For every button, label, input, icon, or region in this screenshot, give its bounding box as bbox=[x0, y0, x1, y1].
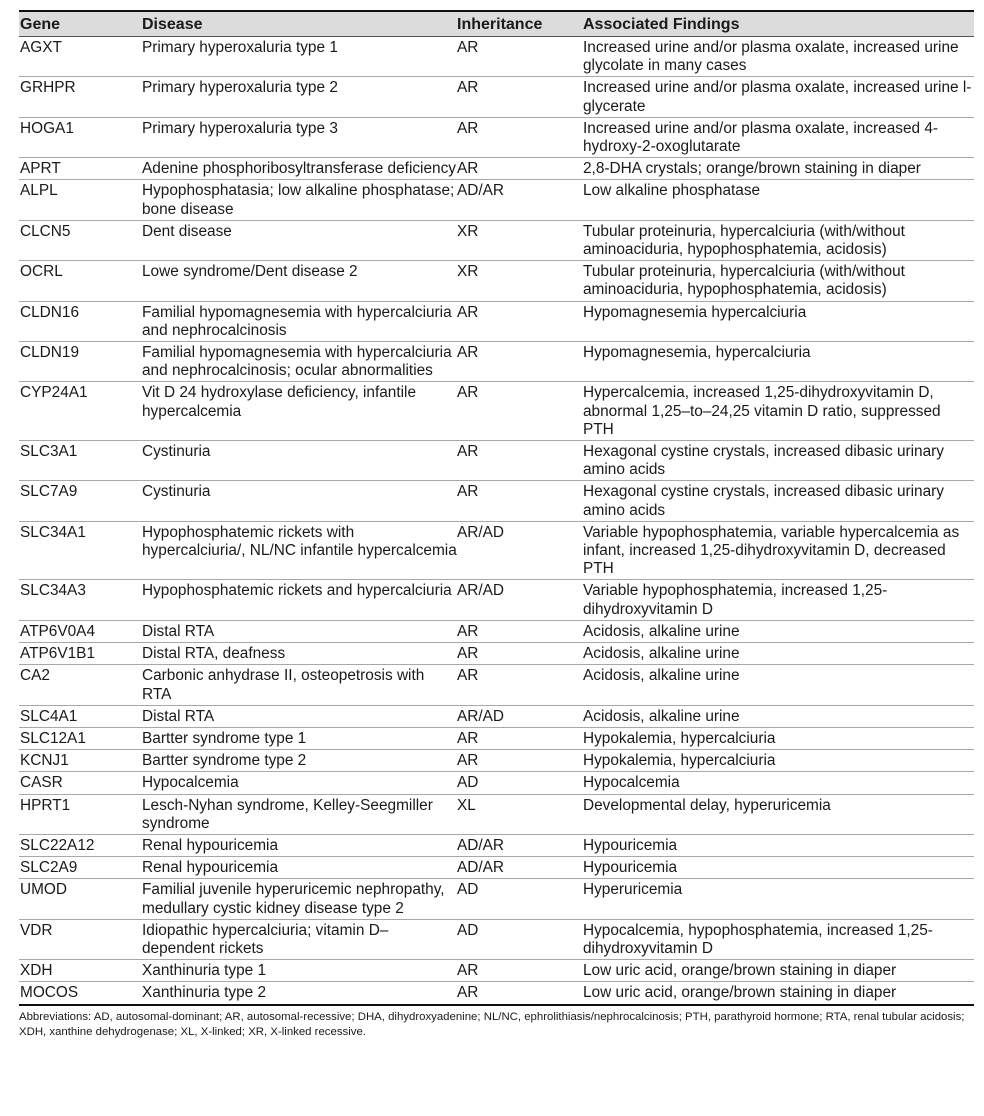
findings-cell: Low uric acid, orange/brown staining in diaper bbox=[583, 962, 897, 980]
gene-cell: HPRT1 bbox=[20, 796, 71, 814]
table-row bbox=[19, 580, 974, 620]
table-row bbox=[19, 750, 974, 772]
gene-cell: AGXT bbox=[20, 39, 62, 56]
inheritance-cell: AR bbox=[457, 443, 479, 461]
findings-cell: Hypouricemia bbox=[583, 859, 678, 877]
gene-cell: HOGA1 bbox=[20, 119, 74, 137]
gene-table bbox=[19, 10, 974, 1006]
inheritance-cell: AR bbox=[457, 752, 479, 770]
disease-cell: Bartter syndrome type 1 bbox=[142, 729, 307, 747]
inheritance-cell: AD/AR bbox=[457, 836, 505, 854]
table-row bbox=[19, 117, 974, 157]
gene-cell: CLCN5 bbox=[20, 222, 71, 240]
disease-cell: Idiopathic hypercalciuria; vitamin D–dependent rickets bbox=[142, 921, 389, 957]
gene-cell: CASR bbox=[20, 774, 63, 792]
gene-cell: VDR bbox=[20, 921, 53, 939]
findings-cell: Acidosis, alkaline urine bbox=[583, 667, 740, 685]
disease-cell: Primary hyperoxaluria type 1 bbox=[142, 39, 338, 56]
table-row bbox=[19, 382, 974, 441]
inheritance-cell: AR bbox=[457, 667, 479, 685]
inheritance-cell: AR bbox=[457, 344, 479, 362]
disease-cell: Primary hyperoxaluria type 2 bbox=[142, 79, 338, 97]
inheritance-cell: XR bbox=[457, 263, 479, 281]
disease-cell: Xanthinuria type 1 bbox=[142, 962, 267, 980]
inheritance-cell: AR bbox=[457, 39, 479, 56]
table-row bbox=[19, 834, 974, 856]
header-findings: Associated Findings bbox=[583, 16, 740, 33]
gene-table-container bbox=[19, 10, 974, 1041]
disease-cell: Bartter syndrome type 2 bbox=[142, 752, 307, 770]
disease-cell: Distal RTA bbox=[142, 707, 215, 725]
gene-cell: SLC2A9 bbox=[20, 859, 78, 877]
disease-cell: Carbonic anhydrase II, osteopetrosis with RTA bbox=[142, 667, 425, 703]
disease-cell: Lowe syndrome/Dent disease 2 bbox=[142, 263, 358, 281]
findings-cell: Hypouricemia bbox=[583, 836, 678, 854]
table-row bbox=[19, 794, 974, 834]
gene-cell: ATP6V0A4 bbox=[20, 622, 95, 640]
table-row bbox=[19, 643, 974, 665]
gene-cell: CLDN16 bbox=[20, 303, 80, 321]
inheritance-cell: AR/AD bbox=[457, 523, 505, 541]
inheritance-cell: XL bbox=[457, 796, 476, 814]
findings-cell: Hypocalcemia bbox=[583, 774, 680, 792]
inheritance-cell: AD bbox=[457, 921, 479, 939]
table-row bbox=[19, 727, 974, 749]
table-row bbox=[19, 180, 974, 220]
table-row bbox=[19, 960, 974, 982]
inheritance-cell: AR bbox=[457, 303, 479, 321]
findings-cell: Hypercalcemia, increased 1,25-dihydroxyvitamin D, abnormal 1,25–to–24,25 vitamin D ratio, suppressed PTH bbox=[583, 384, 941, 438]
gene-cell: SLC12A1 bbox=[20, 729, 86, 747]
inheritance-cell: AR bbox=[457, 483, 479, 501]
findings-cell: Variable hypophosphatemia, variable hypercalcemia as infant, increased 1,25-dihydroxyvitamin D, decreased PTH bbox=[583, 523, 960, 578]
table-row bbox=[19, 665, 974, 705]
table-row bbox=[19, 481, 974, 521]
disease-cell: Cystinuria bbox=[142, 483, 211, 501]
inheritance-cell: AR/AD bbox=[457, 707, 505, 725]
inheritance-cell: AR bbox=[457, 160, 479, 178]
header-row bbox=[19, 11, 974, 37]
table-row bbox=[19, 982, 974, 1005]
disease-cell: Adenine phosphoribosyltransferase deficiency bbox=[142, 160, 456, 178]
disease-cell: Hypocalcemia bbox=[142, 774, 239, 792]
gene-cell: CLDN19 bbox=[20, 344, 80, 362]
inheritance-cell: AD bbox=[457, 881, 479, 899]
table-row bbox=[19, 772, 974, 794]
inheritance-cell: AR bbox=[457, 622, 479, 640]
table-row bbox=[19, 879, 974, 919]
gene-cell: SLC34A1 bbox=[20, 523, 86, 541]
findings-cell: 2,8-DHA crystals; orange/brown staining in diaper bbox=[583, 160, 921, 178]
findings-cell: Increased urine and/or plasma oxalate, increased urine l-glycerate bbox=[583, 79, 972, 115]
inheritance-cell: AD/AR bbox=[457, 182, 505, 200]
findings-cell: Hexagonal cystine crystals, increased dibasic urinary amino acids bbox=[583, 443, 944, 479]
findings-cell: Variable hypophosphatemia, increased 1,25-dihydroxyvitamin D bbox=[583, 582, 888, 618]
gene-cell: SLC34A3 bbox=[20, 582, 86, 600]
findings-cell: Hypokalemia, hypercalciuria bbox=[583, 729, 776, 747]
findings-cell: Hypocalcemia, hypophosphatemia, increased 1,25-dihydroxyvitamin D bbox=[583, 921, 933, 957]
findings-cell: Acidosis, alkaline urine bbox=[583, 707, 740, 725]
table-row bbox=[19, 261, 974, 301]
table-row bbox=[19, 37, 974, 77]
inheritance-cell: AD bbox=[457, 774, 479, 792]
gene-cell: SLC4A1 bbox=[20, 707, 78, 725]
disease-cell: Familial hypomagnesemia with hypercalciuria and nephrocalcinosis; ocular abnormalities bbox=[142, 344, 452, 380]
findings-cell: Increased urine and/or plasma oxalate, increased urine glycolate in many cases bbox=[583, 39, 959, 75]
table-header bbox=[19, 11, 974, 37]
disease-cell: Hypophosphatemic rickets and hypercalciuria bbox=[142, 582, 452, 600]
inheritance-cell: AR/AD bbox=[457, 582, 505, 600]
inheritance-cell: AD/AR bbox=[457, 859, 505, 877]
findings-cell: Tubular proteinuria, hypercalciuria (with/without aminoaciduria, hypophosphatemia, acidosis) bbox=[583, 263, 905, 299]
inheritance-cell: AR bbox=[457, 984, 479, 1002]
gene-cell: SLC7A9 bbox=[20, 483, 78, 501]
gene-cell: APRT bbox=[20, 160, 61, 178]
header-gene: Gene bbox=[20, 16, 61, 33]
disease-cell: Cystinuria bbox=[142, 443, 211, 461]
inheritance-cell: XR bbox=[457, 222, 479, 240]
findings-cell: Hypomagnesemia, hypercalciuria bbox=[583, 344, 811, 362]
disease-cell: Distal RTA bbox=[142, 622, 215, 640]
gene-cell: SLC22A12 bbox=[20, 836, 95, 854]
disease-cell: Familial hypomagnesemia with hypercalciuria and nephrocalcinosis bbox=[142, 303, 452, 339]
findings-cell: Acidosis, alkaline urine bbox=[583, 622, 740, 640]
gene-cell: KCNJ1 bbox=[20, 752, 69, 770]
disease-cell: Xanthinuria type 2 bbox=[142, 984, 267, 1002]
inheritance-cell: AR bbox=[457, 729, 479, 747]
disease-cell: Dent disease bbox=[142, 222, 232, 240]
findings-cell: Low alkaline phosphatase bbox=[583, 182, 761, 200]
table-row bbox=[19, 521, 974, 580]
table-row bbox=[19, 919, 974, 959]
table-row bbox=[19, 220, 974, 260]
inheritance-cell: AR bbox=[457, 384, 479, 402]
inheritance-cell: AR bbox=[457, 79, 479, 97]
findings-cell: Acidosis, alkaline urine bbox=[583, 645, 740, 663]
table-row bbox=[19, 857, 974, 879]
header-inheritance: Inheritance bbox=[457, 16, 543, 33]
abbreviations-footnote: Abbreviations: AD, autosomal-dominant; AR, autosomal-recessive; DHA, dihydroxyadenine; NL/NC, ephrolithiasis/nephrocalcinosis; PTH, parathyroid hormone; RTA, renal tubular acidosis; XDH, xanthine dehydrogenase; XL, X-linked; XR, X-linked recessive. bbox=[19, 1010, 965, 1039]
gene-cell: OCRL bbox=[20, 263, 63, 281]
disease-cell: Familial juvenile hyperuricemic nephropathy, medullary cystic kidney disease type 2 bbox=[142, 881, 445, 917]
gene-cell: XDH bbox=[20, 962, 53, 980]
findings-cell: Hypomagnesemia hypercalciuria bbox=[583, 303, 807, 321]
inheritance-cell: AR bbox=[457, 645, 479, 663]
table-row bbox=[19, 301, 974, 341]
disease-cell: Hypophosphatemic rickets with hypercalciuria/, NL/NC infantile hypercalcemia bbox=[142, 523, 457, 560]
findings-cell: Hypokalemia, hypercalciuria bbox=[583, 752, 776, 770]
inheritance-cell: AR bbox=[457, 119, 479, 137]
findings-cell: Increased urine and/or plasma oxalate, increased 4-hydroxy-2-oxoglutarate bbox=[583, 119, 939, 156]
gene-cell: CA2 bbox=[20, 667, 50, 685]
table-row bbox=[19, 441, 974, 481]
disease-cell: Distal RTA, deafness bbox=[142, 645, 286, 663]
disease-cell: Vit D 24 hydroxylase deficiency, infantile hypercalcemia bbox=[142, 384, 417, 420]
inheritance-cell: AR bbox=[457, 962, 479, 980]
findings-cell: Developmental delay, hyperuricemia bbox=[583, 796, 831, 814]
table-row bbox=[19, 158, 974, 180]
gene-cell: UMOD bbox=[20, 881, 68, 899]
disease-cell: Hypophosphatasia; low alkaline phosphatase; bone disease bbox=[142, 182, 455, 218]
findings-cell: Hyperuricemia bbox=[583, 881, 683, 899]
table-row bbox=[19, 342, 974, 382]
findings-cell: Hexagonal cystine crystals, increased dibasic urinary amino acids bbox=[583, 483, 944, 519]
disease-cell: Renal hypouricemia bbox=[142, 859, 279, 877]
findings-cell: Tubular proteinuria, hypercalciuria (with/without aminoaciduria, hypophosphatemia, acidosis) bbox=[583, 222, 905, 259]
gene-cell: MOCOS bbox=[20, 984, 79, 1002]
disease-cell: Primary hyperoxaluria type 3 bbox=[142, 119, 338, 137]
table-row bbox=[19, 77, 974, 117]
gene-cell: SLC3A1 bbox=[20, 443, 78, 461]
gene-cell: ALPL bbox=[20, 182, 58, 200]
table-body bbox=[19, 37, 974, 1005]
table-row bbox=[19, 705, 974, 727]
table-row bbox=[19, 620, 974, 642]
header-disease: Disease bbox=[142, 16, 203, 33]
findings-cell: Low uric acid, orange/brown staining in diaper bbox=[583, 984, 897, 1002]
gene-cell: CYP24A1 bbox=[20, 384, 88, 402]
gene-cell: GRHPR bbox=[20, 79, 76, 97]
disease-cell: Renal hypouricemia bbox=[142, 836, 279, 854]
disease-cell: Lesch-Nyhan syndrome, Kelley-Seegmiller syndrome bbox=[142, 796, 433, 832]
gene-cell: ATP6V1B1 bbox=[20, 645, 95, 663]
